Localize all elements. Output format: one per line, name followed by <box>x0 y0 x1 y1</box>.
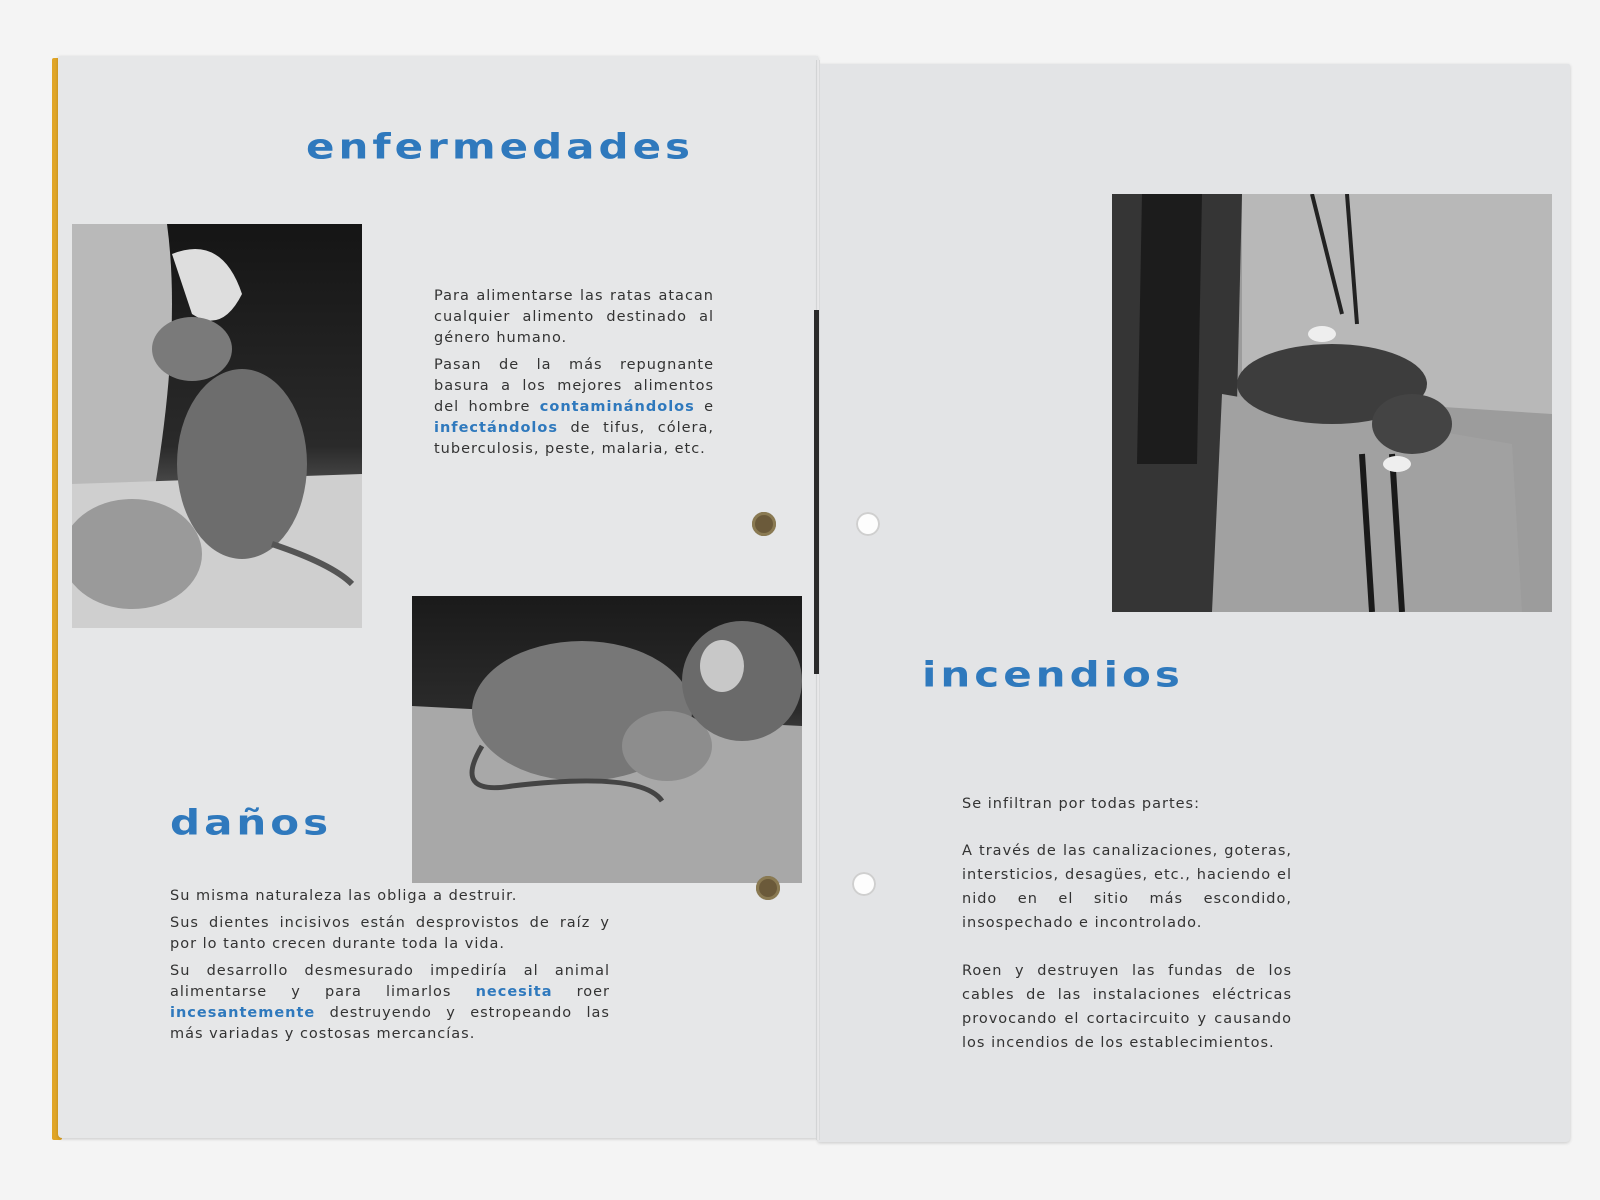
highlight-word: infectándolos <box>434 420 558 436</box>
paragraph <box>170 961 610 1045</box>
text-span: Su desarrollo desmesurado impediría al animal alimentarse y para limarlos <box>170 963 610 1000</box>
text-danos <box>170 886 610 1051</box>
spine-strip <box>814 310 819 674</box>
left-page <box>58 56 818 1138</box>
heading-incendios: incendios <box>922 654 1184 695</box>
highlight-word: necesita <box>475 984 553 1000</box>
text-span: Pasan de la más repugnante basura a los mejores alimentos del hombre <box>434 357 714 415</box>
text-span: destruyendo y estropeando las más variadas y costosas mercancías. <box>170 1005 610 1042</box>
photo-two-rats <box>412 596 802 883</box>
text-span: e <box>694 399 715 415</box>
paragraph: Su misma naturaleza las obliga a destruir. <box>170 888 518 904</box>
heading-enfermedades: enfermedades <box>306 126 695 167</box>
highlight-word: contaminándolos <box>539 399 695 415</box>
paragraph <box>434 355 714 460</box>
highlight-word: incesantemente <box>170 1005 316 1021</box>
heading-danos: daños <box>170 802 333 843</box>
photo-rat-eating-grain <box>72 224 362 628</box>
text-span: roer <box>552 984 610 1000</box>
right-page <box>818 64 1570 1142</box>
text-enfermedades <box>434 286 714 466</box>
text-incendios <box>962 794 1292 1061</box>
paragraph: Se infiltran por todas partes: <box>962 796 1200 812</box>
binder-hole <box>852 872 876 896</box>
binder-hole <box>856 512 880 536</box>
photo-rat-climbing-cables <box>1112 194 1552 612</box>
paragraph: Para alimentarse las ratas atacan cualquier alimento destinado al género humano. <box>434 288 714 346</box>
text-span: de tifus, cólera, tuberculosis, peste, malaria, etc. <box>434 420 714 457</box>
binder-hole <box>752 512 776 536</box>
paragraph: A través de las canalizaciones, goteras, intersticios, desagües, etc., haciendo el nido en el sitio más escondido, insospechado e incontrolado. <box>962 843 1292 931</box>
paragraph: Roen y destruyen las fundas de los cables de las instalaciones eléctricas provocando el cortacircuito y causando los incendios de los establecimientos. <box>962 963 1292 1051</box>
binder-hole <box>756 876 780 900</box>
paragraph: Sus dientes incisivos están desprovistos de raíz y por lo tanto crecen durante toda la vida. <box>170 915 610 952</box>
